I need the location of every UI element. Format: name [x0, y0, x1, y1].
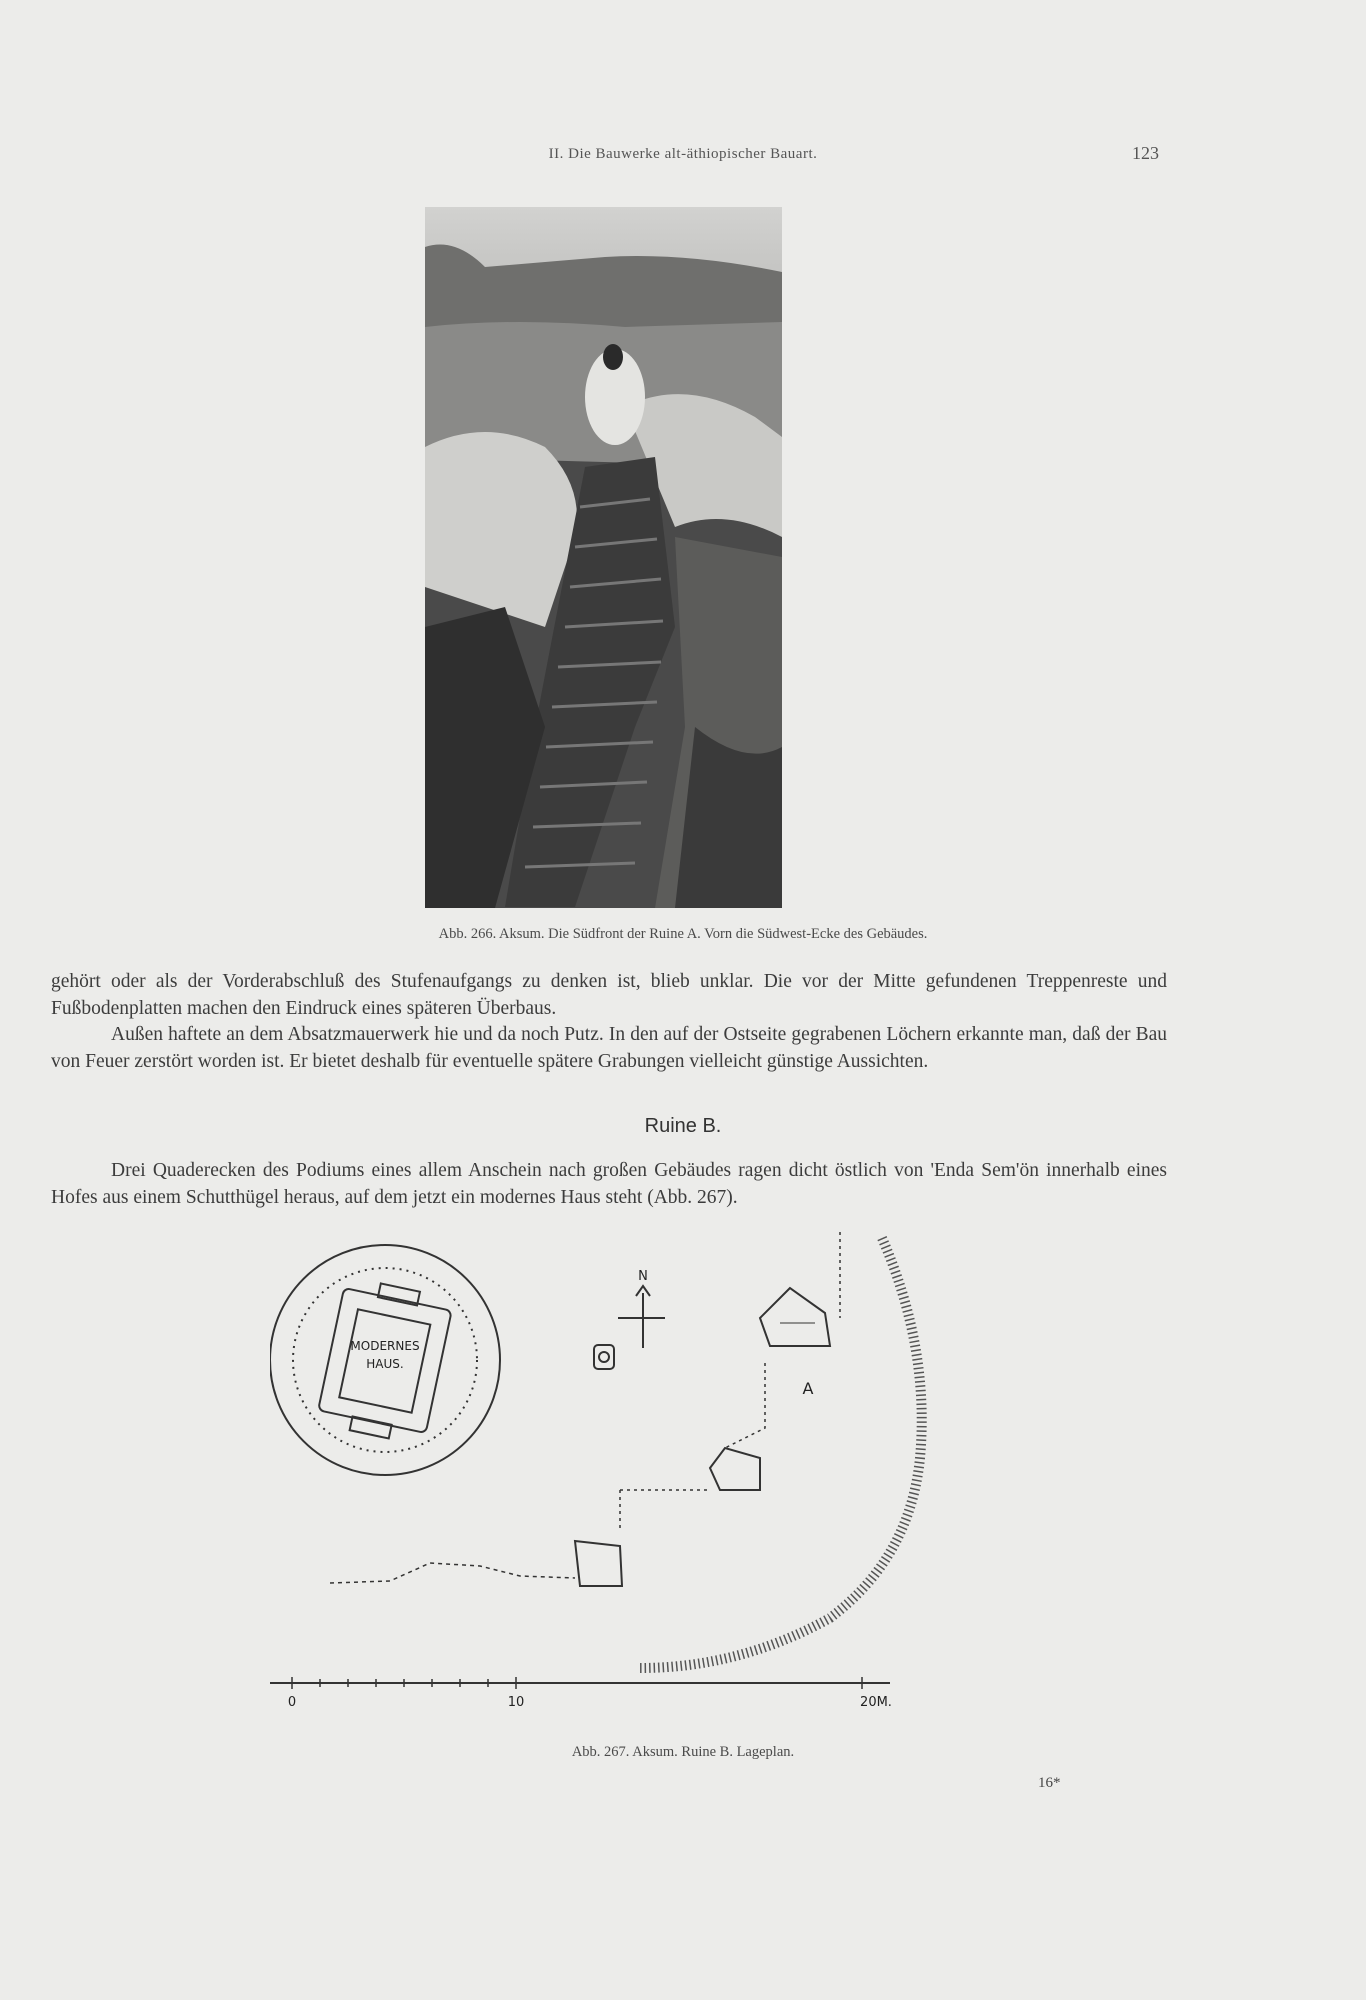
corner-a-label: A	[802, 1379, 814, 1398]
scale-label-20: 20M.	[860, 1695, 892, 1708]
corner-a	[760, 1288, 830, 1346]
page-number: 123	[1132, 143, 1159, 163]
figure-267-caption: Abb. 267. Aksum. Ruine B. Lageplan.	[571, 1744, 795, 1760]
corner-b	[710, 1448, 760, 1490]
paragraph-3: Drei Quaderecken des Podiums eines allem Anschein nach großen Gebäudes ragen dicht östlich von 'Enda Sem'ön innerhalb eines Hofes aus einem Schutthügel heraus, auf dem jetzt ein modernes Haus steht (Abb. 267).	[51, 1160, 1167, 1208]
body-text-block-1	[51, 969, 1167, 1075]
scale-label-0: 0	[287, 1695, 297, 1708]
site-plan	[270, 1228, 950, 1708]
north-label: N	[638, 1269, 648, 1284]
excavation-photo	[425, 207, 782, 908]
running-head: II. Die Bauwerke alt-äthiopischer Bauart.	[548, 146, 818, 162]
body-text-block-2	[51, 1158, 1167, 1211]
scale-label-10: 10	[507, 1695, 525, 1708]
figure-266-caption: Abb. 266. Aksum. Die Südfront der Ruine A. Vorn die Südwest-Ecke des Gebäudes.	[438, 926, 928, 942]
house-label-1: MODERNES	[350, 1339, 420, 1353]
photo-illustration	[425, 207, 782, 908]
paragraph-1: gehört oder als der Vorderabschluß des Stufenaufgangs zu denken ist, blieb unklar. Die vor der Mitte gefundenen Treppenreste und Fußbodenplatten machen den Eindruck eines späteren Überbaus.	[51, 971, 1167, 1019]
section-heading: Ruine B.	[644, 1115, 722, 1137]
corner-c	[575, 1541, 622, 1586]
house-label-2: HAUS.	[366, 1357, 404, 1371]
hatched-slope	[640, 1238, 922, 1668]
paragraph-2: Außen haftete an dem Absatzmauerwerk hie und da noch Putz. In den auf der Ostseite gegrabenen Löchern erkannte man, daß der Bau von Feuer zerstört worden ist. Er bietet deshalb für eventuelle spätere Grabungen vielleicht günstige Aussichten.	[51, 1024, 1167, 1072]
north-arrow	[618, 1286, 665, 1348]
site-plan-drawing	[270, 1228, 950, 1708]
small-stone	[594, 1345, 614, 1369]
signature-mark: 16*	[1038, 1775, 1061, 1791]
